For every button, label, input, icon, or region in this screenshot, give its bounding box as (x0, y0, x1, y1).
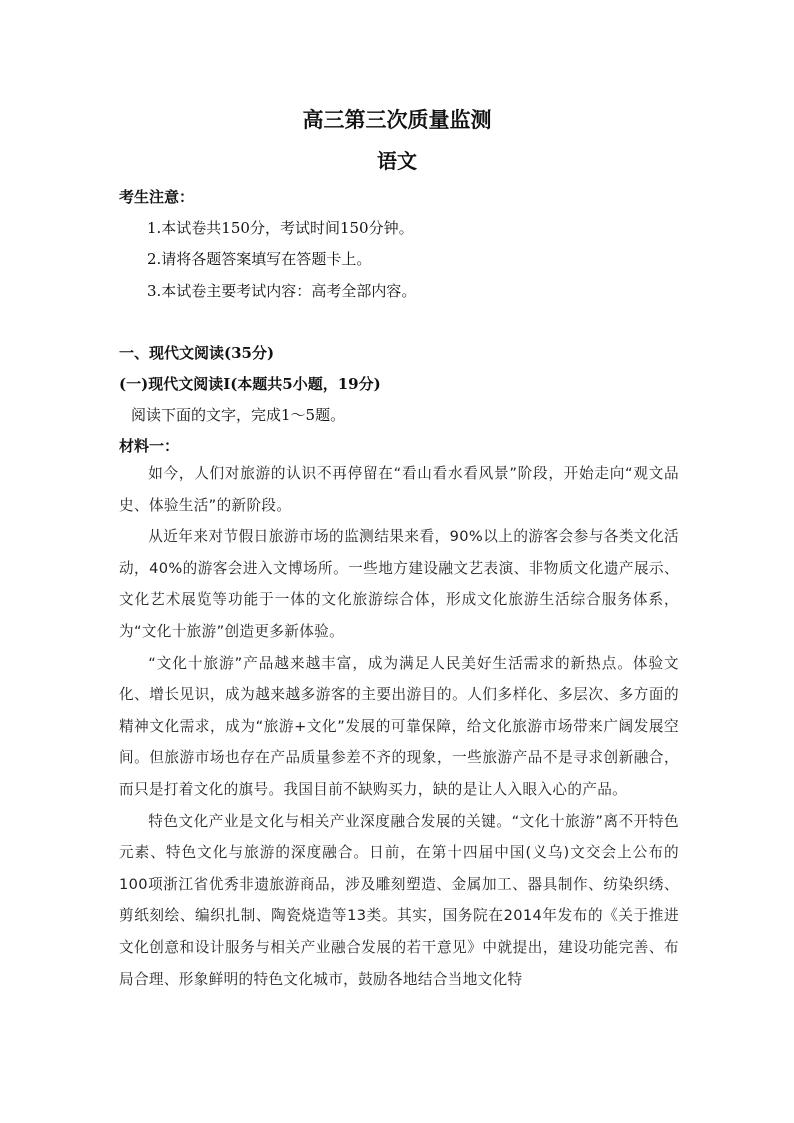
paragraph: 特色文化产业是文化与相关产业深度融合发展的关键。“文化十旅游”离不开特色元素、特色文化与旅游的深度融合。日前，在第十四届中国(义乌)文交会上公布的100项浙江省优秀非遗旅游商品，涉及雕刻塑造、金属加工、器具制作、纺染织绣、剪纸刻绘、编织扎制、陶瓷烧造等13类。其实，国务院在2014年发布的《关于推进文化创意和设计服务与相关产业融合发展的若干意见》中就提出，建设功能完善、布局合理、形象鲜明的特色文化城市，鼓励各地结合当地文化特 (119, 812, 679, 988)
subject-title: 语文 (377, 149, 417, 173)
paragraph: 从近年来对节假日旅游市场的监测结果来看，90%以上的游客会参与各类文化活动，40%的游客会进入文博场所。一些地方建设融文艺表演、非物质文化遗产展示、文化艺术展览等功能于一体的文化旅游综合体，形成文化旅游生活综合服务体系，为“文化十旅游”创造更多新体验。 (119, 528, 679, 640)
notice-item: 2.请将各题答案填写在答题卡上。 (147, 250, 372, 268)
paragraph: “文化十旅游”产品越来越丰富，成为满足人民美好生活需求的新热点。体验文化、增长见识，成为越来越多游客的主要出游目的。人们多样化、多层次、多方面的精神文化需求，成为“旅游+文化”发展的可靠保障，给文化旅游市场带来广阔发展空间。但旅游市场也存在产品质量参差不齐的现象，一些旅游产品不是寻求创新融合，而只是打着文化的旗号。我国目前不缺购买力，缺的是让人入眼入心的产品。 (119, 654, 679, 798)
paragraph: 如今，人们对旅游的认识不再停留在“看山看水看风景”阶段，开始走向“观文品史、体验生活”的新阶段。 (119, 465, 679, 514)
sub-section-heading: (一)现代文阅读Ⅰ(本题共5小题，19分) (119, 375, 381, 393)
notice-item: 1.本试卷共150分，考试时间150分钟。 (147, 219, 414, 237)
material-label: 材料一： (119, 437, 180, 455)
notice-item: 3.本试卷主要考试内容：高考全部内容。 (147, 282, 417, 300)
exam-title: 高三第三次质量监测 (302, 107, 492, 132)
section-heading: 一、现代文阅读(35分) (119, 344, 275, 362)
notice-heading: 考生注意： (119, 188, 195, 206)
material-body (119, 458, 679, 995)
instruction-text: 阅读下面的文字，完成1～5题。 (131, 406, 346, 424)
